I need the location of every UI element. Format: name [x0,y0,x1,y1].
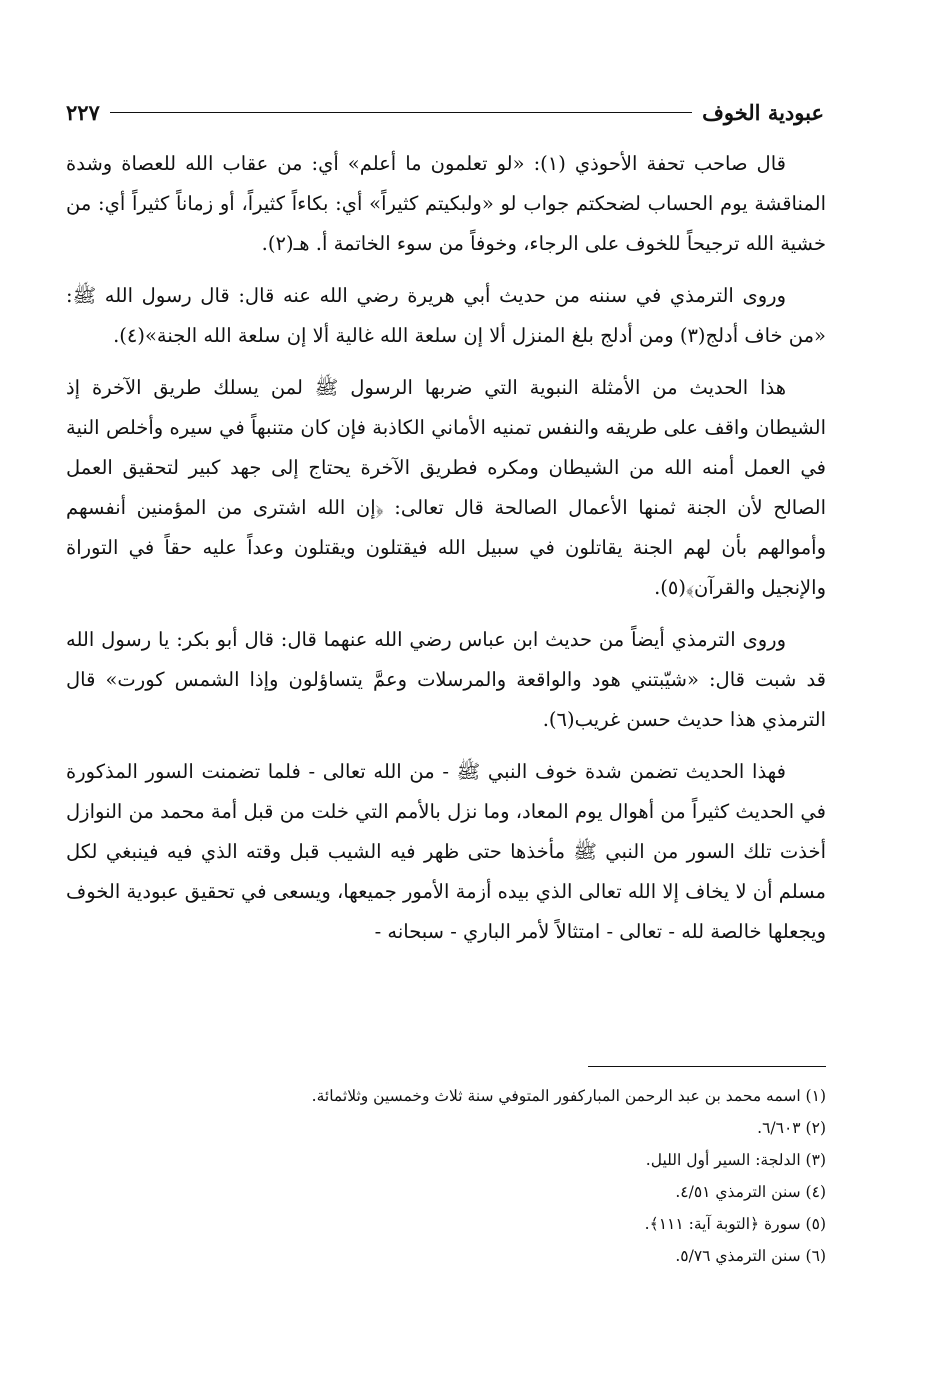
footnote: (٤) سنن الترمذي ٤/٥١. [675,1183,826,1201]
footnote: (٦) سنن الترمذي ٥/٧٦. [675,1247,826,1265]
footnotes [66,1080,826,1272]
footnote: (٥) سورة ﴿التوبة آية: ١١١﴾. [644,1215,826,1233]
header-rule [110,112,692,113]
footnote: (١) اسمه محمد بن عبد الرحمن المباركفور المتوفي سنة ثلاث وخمسين وثلاثمائة. [311,1087,826,1105]
page-number: ٢٢٧ [66,99,100,125]
footnote: (٣) الدلجة: السير أول الليل. [645,1151,826,1169]
running-title: عبودية الخوف [702,99,824,125]
paragraph: وروى الترمذي أيضاً من حديث ابن عباس رضي الله عنهما قال: قال أبو بكر: يا رسول الله قد شبت قال: «شيّبتني هود والواقعة والمرسلات وعمَّ يتساؤلون وإذا الشمس كورت» قال الترمذي هذا حديث حسن غريب(٦). [66,628,826,731]
paragraph: قال صاحب تحفة الأحوذي (١): «لو تعلمون ما أعلم» أي: من عقاب الله للعصاة وشدة المناقشة يوم الحساب لضحكتم جواب لو «ولبكيتم كثيراً» أي: بكاءاً كثيراً، أو زماناً كثيراً أي: من خشية الله ترجيحاً للخوف على الرجاء، وخوفاً من سوء الخاتمة أ. هـ(٢). [66,152,826,255]
footnote-separator [588,1066,826,1067]
paragraph: فهذا الحديث تضمن شدة خوف النبي ﷺ - من الله تعالى - فلما تضمنت السور المذكورة في الحديث كثيراً من أهوال يوم المعاد، وما نزل بالأمم التي خلت من قبل أمة محمد من النوازل أخذت تلك السور من النبي ﷺ مأخذها حتى ظهر فيه الشيب قبل وقته الذي فيه فينبغي لكل مسلم أن لا يخاف إلا الله تعالى الذي بيده أزمة الأمور جميعها، ويسعى في تحقيق عبودية الخوف ويجعلها خالصة لله - تعالى - امتثالاً لأمر الباري - سبحانه - [66,760,826,943]
paragraph: هذا الحديث من الأمثلة النبوية التي ضربها الرسول ﷺ لمن يسلك طريق الآخرة إذ الشيطان واقف على طريقه والنفس تمنيه الأماني الكاذبة فإن كان متنبهاً في سيره وأخلص النية في العمل أمنه الله من الشيطان ومكره فطريق الآخرة يحتاج إلى جهد كبير لتحقيق العمل الصالح لأن الجنة ثمنها الأعمال الصالحة قال تعالى: ﴿إن الله اشترى من المؤمنين أنفسهم وأموالهم بأن لهم الجنة يقاتلون في سبيل الله فيقتلون ويقتلون وعداً عليه حقاً في التوراة والإنجيل والقرآن﴾(٥). [66,376,826,599]
footnote: (٢) ٦/٦٠٣. [757,1119,826,1137]
page-header [66,92,824,132]
main-text [66,144,826,964]
paragraph: وروى الترمذي في سننه من حديث أبي هريرة رضي الله عنه قال: قال رسول الله ﷺ: «من خاف أدلج(٣) ومن أدلج بلغ المنزل ألا إن سلعة الله غالية ألا إن سلعة الله الجنة»(٤). [66,284,826,347]
